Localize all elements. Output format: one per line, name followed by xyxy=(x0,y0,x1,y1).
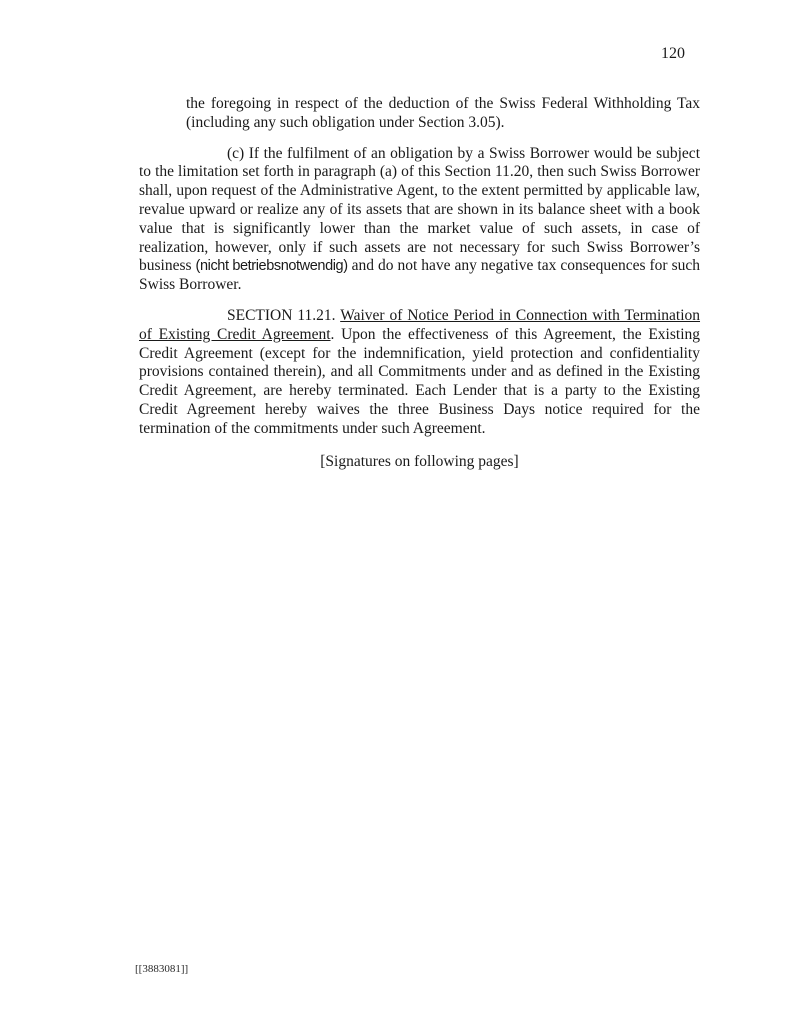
text-run: . Upon the effectiveness of this Agreement, the Existing Credit Agreement (except for the indemnification, yield protection and confidentiality provisions contained therein), and all Commitments under and as defined in the Existing Credit Agreement, are hereby terminated. Each Lender that is a party to the Existing Credit Agreement hereby waives the three Business Days notice required for the termination of the commitments under such Agreement. xyxy=(139,325,700,437)
paragraph-withholding-tax xyxy=(186,95,700,133)
signature-placeholder-note xyxy=(139,453,700,472)
text-run: and do not have any negative tax consequences for such Swiss Borrower. xyxy=(139,257,700,294)
page-number: 120 xyxy=(661,45,685,62)
text-run: the foregoing in respect of the deduction of the Swiss Federal Withholding Tax (including any such obligation under Section 3.05). xyxy=(186,95,700,131)
paragraph-section-11-21 xyxy=(139,307,700,439)
text-run: (nicht betriebsnotwendig) xyxy=(195,258,348,275)
document-id-footer: [[3883081]] xyxy=(135,963,189,975)
text-run: SECTION 11.21. xyxy=(227,306,341,324)
text-run: (c) If the fulfilment of an obligation by a Swiss Borrower would be subject to the limitation set forth in paragraph (a) of this Section 11.20, then such Swiss Borrower shall, upon request of the Administrative Agent, to the extent permitted by applicable law, revalue upward or realize any of its assets that are shown in its balance sheet with a book value that is significantly lower than the market value of such assets, in case of realization, however, only if such assets are not necessary for such Swiss Borrower’s business xyxy=(139,144,700,275)
paragraph-c-swiss-borrower xyxy=(139,145,700,295)
section-title-text: Waiver of Notice Period in Connection with Termination of Existing Credit Agreement xyxy=(139,306,701,343)
text-run: [Signatures on following pages] xyxy=(320,452,519,470)
document-body xyxy=(139,95,700,483)
